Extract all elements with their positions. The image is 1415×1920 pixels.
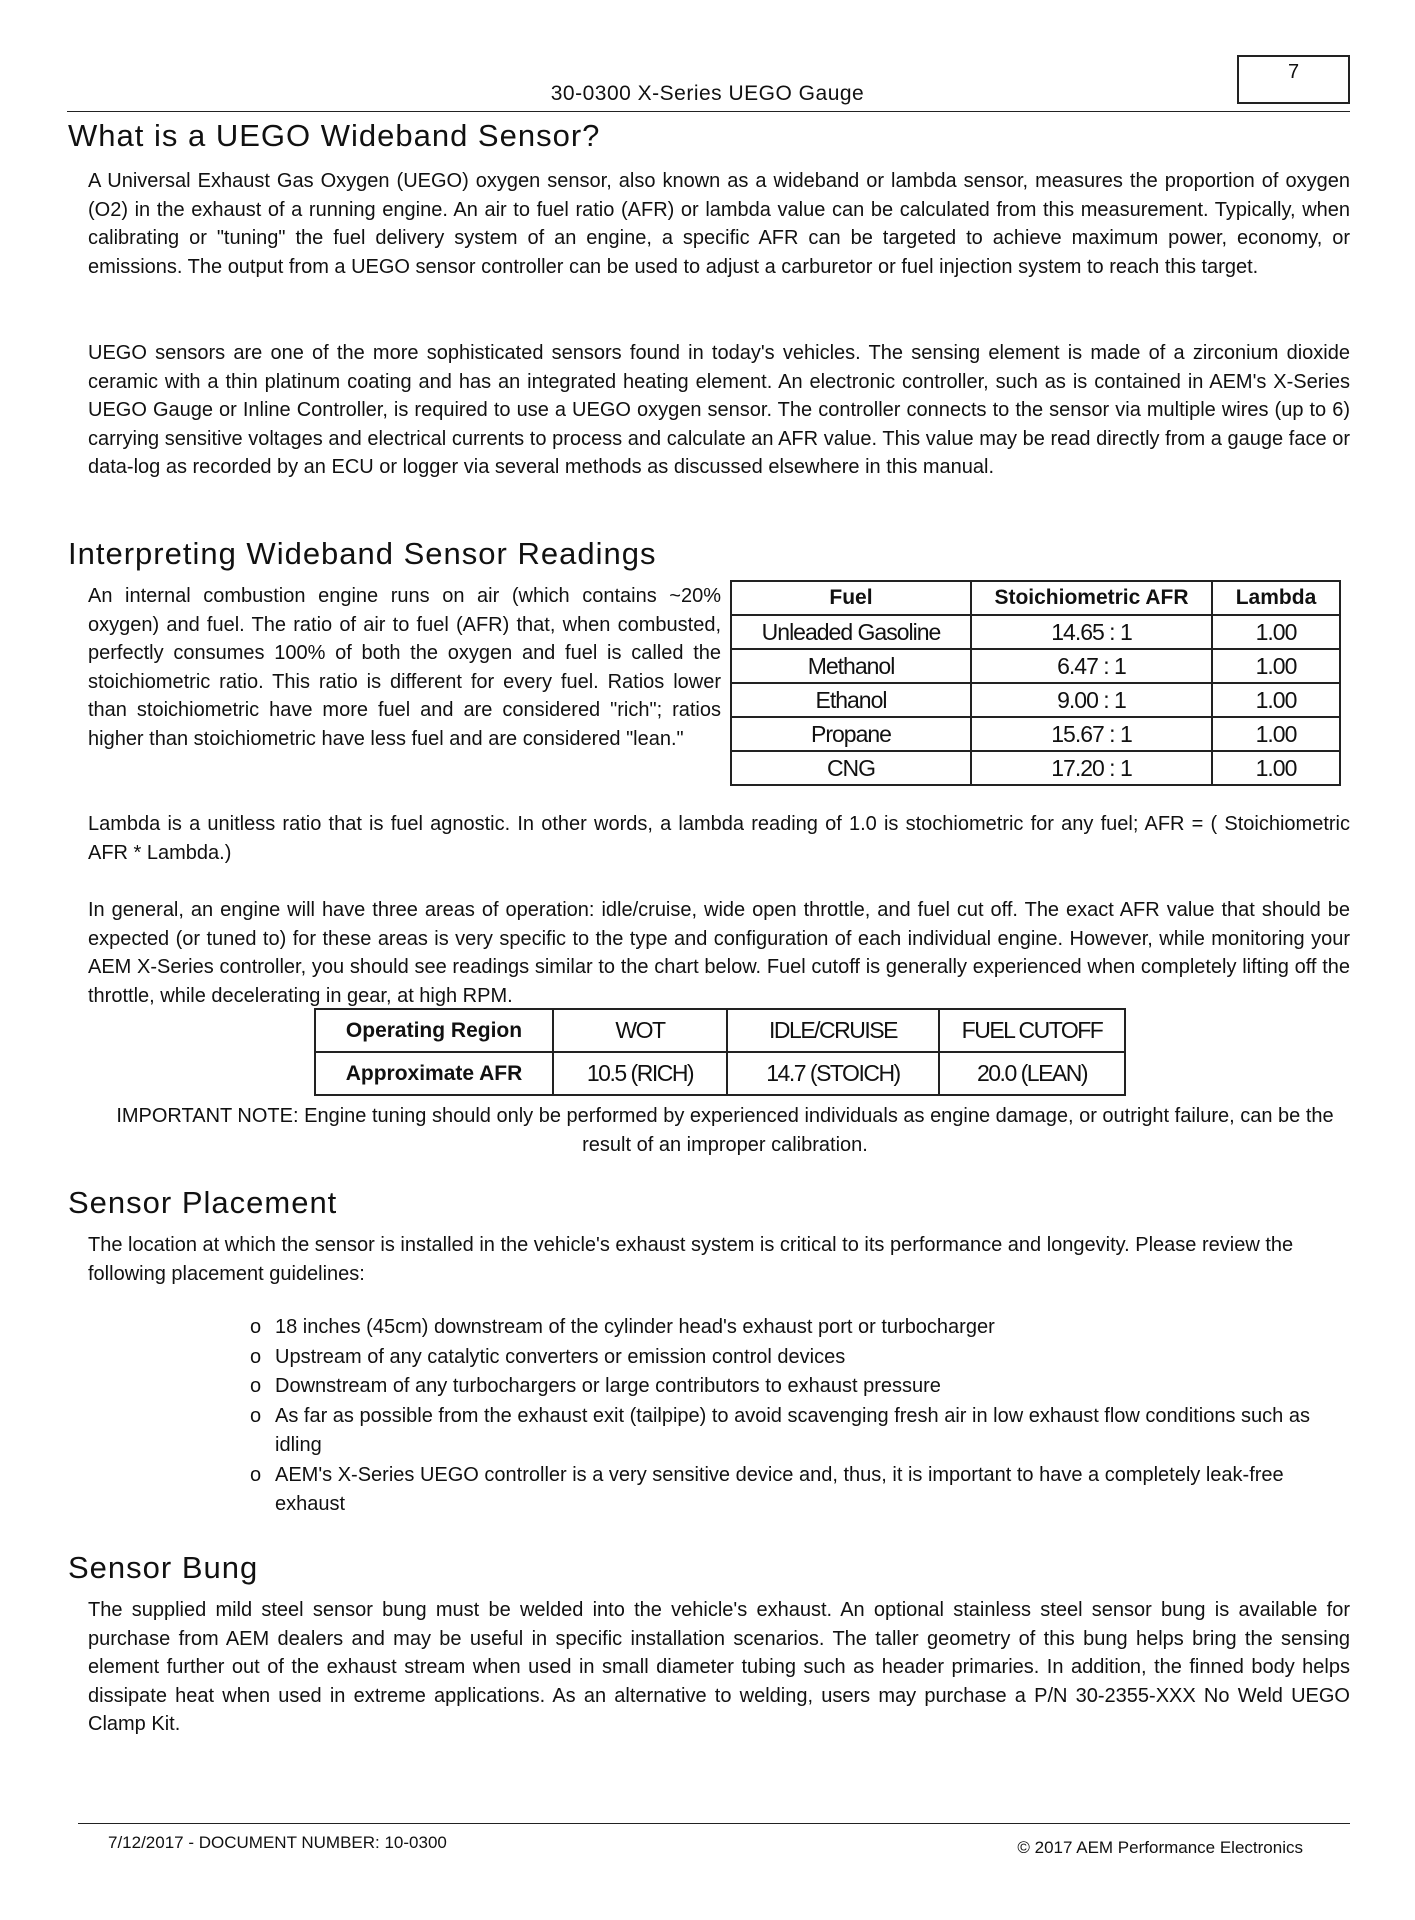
lambda-cell: 1.00 bbox=[1212, 717, 1340, 751]
list-item bbox=[250, 1461, 1320, 1520]
table-row bbox=[315, 1052, 1125, 1095]
paragraph-lambda: Lambda is a unitless ratio that is fuel agnostic. In other words, a lambda reading of 1.0 is stochiometric for any fuel; AFR = ( Stoichiometric AFR * Lambda.) bbox=[88, 813, 1350, 864]
fuel-name-cell: Methanol bbox=[731, 649, 971, 683]
paragraph-bung: The supplied mild steel sensor bung must be welded into the vehicle's exhaust. An optional stainless steel sensor bung is available for purchase from AEM dealers and may be useful in specific installation scenarios. The taller geometry of this bung helps bring the sensing element further out of the exhaust stream when used in small diameter tubing such as header primaries. In addition, the finned body helps dissipate heat when used in extreme applications. As an alternative to welding, users may purchase a P/N 30-2355-XXX No Weld UEGO Clamp Kit. bbox=[88, 1599, 1350, 1735]
bullet-marker: o bbox=[250, 1375, 262, 1397]
section-heading-bung: Sensor Bung bbox=[68, 1550, 259, 1585]
operating-region-cell: IDLE/CRUISE bbox=[727, 1009, 939, 1052]
table-row bbox=[731, 751, 1340, 785]
footer-copyright: © 2017 AEM Performance Electronics bbox=[1017, 1838, 1303, 1857]
table-row bbox=[731, 615, 1340, 649]
fuel-table-header-row bbox=[731, 581, 1340, 615]
fuel-name-cell: CNG bbox=[731, 751, 971, 785]
afr-table-row-label: Approximate AFR bbox=[315, 1052, 553, 1095]
table-row bbox=[315, 1009, 1125, 1052]
paragraph-placement: The location at which the sensor is installed in the vehicle's exhaust system is critical to its performance and longevity. Please review the following placement guidelines: bbox=[88, 1234, 1294, 1285]
lambda-cell: 1.00 bbox=[1212, 683, 1340, 717]
stoich-afr-cell: 9.00 : 1 bbox=[971, 683, 1212, 717]
afr-table-row-label: Operating Region bbox=[315, 1009, 553, 1052]
table-row bbox=[731, 683, 1340, 717]
bullet-marker: o bbox=[250, 1345, 262, 1368]
bullet-marker: o bbox=[250, 1463, 262, 1486]
table-row bbox=[731, 649, 1340, 683]
header-rule bbox=[67, 111, 1350, 112]
stoich-afr-cell: 14.65 : 1 bbox=[971, 615, 1212, 649]
stoich-afr-cell: 17.20 : 1 bbox=[971, 751, 1212, 785]
list-item-text: AEM's X-Series UEGO controller is a very sensitive device and, thus, it is important to have a completely leak-free exhaust bbox=[275, 1463, 1284, 1515]
fuel-table bbox=[730, 580, 1341, 786]
approximate-afr-cell: 20.0 (LEAN) bbox=[939, 1052, 1125, 1095]
list-item-text: 18 inches (45cm) downstream of the cylinder head's exhaust port or turbocharger bbox=[275, 1316, 995, 1338]
list-item-text: Downstream of any turbochargers or large contributors to exhaust pressure bbox=[275, 1375, 941, 1397]
table-row bbox=[731, 717, 1340, 751]
approximate-afr-cell: 14.7 (STOICH) bbox=[727, 1052, 939, 1095]
section-heading-placement: Sensor Placement bbox=[68, 1185, 338, 1220]
operating-region-cell: WOT bbox=[553, 1009, 727, 1052]
list-item-text: As far as possible from the exhaust exit (tailpipe) to avoid scavenging fresh air in low exhaust flow conditions such as idling bbox=[275, 1404, 1310, 1456]
fuel-table-header: Stoichiometric AFR bbox=[971, 581, 1212, 615]
paragraph-stoich-ratio: An internal combustion engine runs on air (which contains ~20% oxygen) and fuel. The ratio of air to fuel (AFR) that, when combusted, perfectly consumes 100% of both the oxygen and fuel is called the stoichiometric ratio. This ratio is different for every fuel. Ratios lower than stoichiometric have more fuel and are considered "rich"; ratios higher than stoichiometric have less fuel and are considered "lean." bbox=[88, 585, 721, 750]
stoich-afr-cell: 15.67 : 1 bbox=[971, 717, 1212, 751]
operating-region-cell: FUEL CUTOFF bbox=[939, 1009, 1125, 1052]
fuel-name-cell: Propane bbox=[731, 717, 971, 751]
list-item bbox=[250, 1343, 1320, 1373]
list-item bbox=[250, 1313, 1320, 1343]
fuel-name-cell: Unleaded Gasoline bbox=[731, 615, 971, 649]
approximate-afr-cell: 10.5 (RICH) bbox=[553, 1052, 727, 1095]
list-item bbox=[250, 1372, 1320, 1402]
lambda-cell: 1.00 bbox=[1212, 649, 1340, 683]
bullet-marker: o bbox=[250, 1404, 262, 1427]
fuel-name-cell: Ethanol bbox=[731, 683, 971, 717]
important-note: IMPORTANT NOTE: Engine tuning should only be performed by experienced individuals as engine damage, or outright failure, can be the result of an improper calibration. bbox=[116, 1105, 1334, 1156]
paragraph-operation-areas: In general, an engine will have three areas of operation: idle/cruise, wide open throttle, and fuel cut off. The exact AFR value that should be expected (or tuned to) for these areas is very specific to the type and configuration of each individual engine. However, while monitoring your AEM X-Series controller, you should see readings similar to the chart below. Fuel cutoff is generally experienced when completely lifting off the throttle, while decelerating in gear, at high RPM. bbox=[88, 899, 1350, 1007]
fuel-table-header: Lambda bbox=[1212, 581, 1340, 615]
section-heading-uego: What is a UEGO Wideband Sensor? bbox=[68, 118, 601, 153]
stoich-afr-cell: 6.47 : 1 bbox=[971, 649, 1212, 683]
placement-list bbox=[250, 1313, 1320, 1520]
fuel-table-header: Fuel bbox=[731, 581, 971, 615]
list-item-text: Upstream of any catalytic converters or emission control devices bbox=[275, 1345, 846, 1368]
header-title: 30-0300 X-Series UEGO Gauge bbox=[550, 82, 865, 105]
afr-table bbox=[314, 1008, 1126, 1096]
lambda-cell: 1.00 bbox=[1212, 751, 1340, 785]
paragraph-uego-intro: A Universal Exhaust Gas Oxygen (UEGO) oxygen sensor, also known as a wideband or lambda sensor, measures the proportion of oxygen (O2) in the exhaust of a running engine. An air to fuel ratio (AFR) or lambda value can be calculated from this measurement. Typically, when calibrating or "tuning" the fuel delivery system of an engine, a specific AFR can be targeted to achieve maximum power, economy, or emissions. The output from a UEGO sensor controller can be used to adjust a carburetor or fuel injection system to reach this target. bbox=[88, 170, 1350, 278]
footer-document-number: 7/12/2017 - DOCUMENT NUMBER: 10-0300 bbox=[108, 1833, 447, 1852]
list-item bbox=[250, 1402, 1320, 1461]
paragraph-uego-sensors: UEGO sensors are one of the more sophisticated sensors found in today's vehicles. The sensing element is made of a zirconium dioxide ceramic with a thin platinum coating and has an integrated heating element. An electronic controller, such as is contained in AEM's X-Series UEGO Gauge or Inline Controller, is required to use a UEGO oxygen sensor. The controller connects to the sensor via multiple wires (up to 6) carrying sensitive voltages and electrical currents to process and calculate an AFR value. This value may be read directly from a gauge face or data-log as recorded by an ECU or logger via several methods as discussed elsewhere in this manual. bbox=[88, 342, 1350, 478]
page-number: 7 bbox=[1237, 55, 1350, 104]
section-heading-readings: Interpreting Wideband Sensor Readings bbox=[68, 536, 657, 571]
lambda-cell: 1.00 bbox=[1212, 615, 1340, 649]
footer-rule bbox=[78, 1823, 1350, 1824]
bullet-marker: o bbox=[250, 1316, 262, 1338]
